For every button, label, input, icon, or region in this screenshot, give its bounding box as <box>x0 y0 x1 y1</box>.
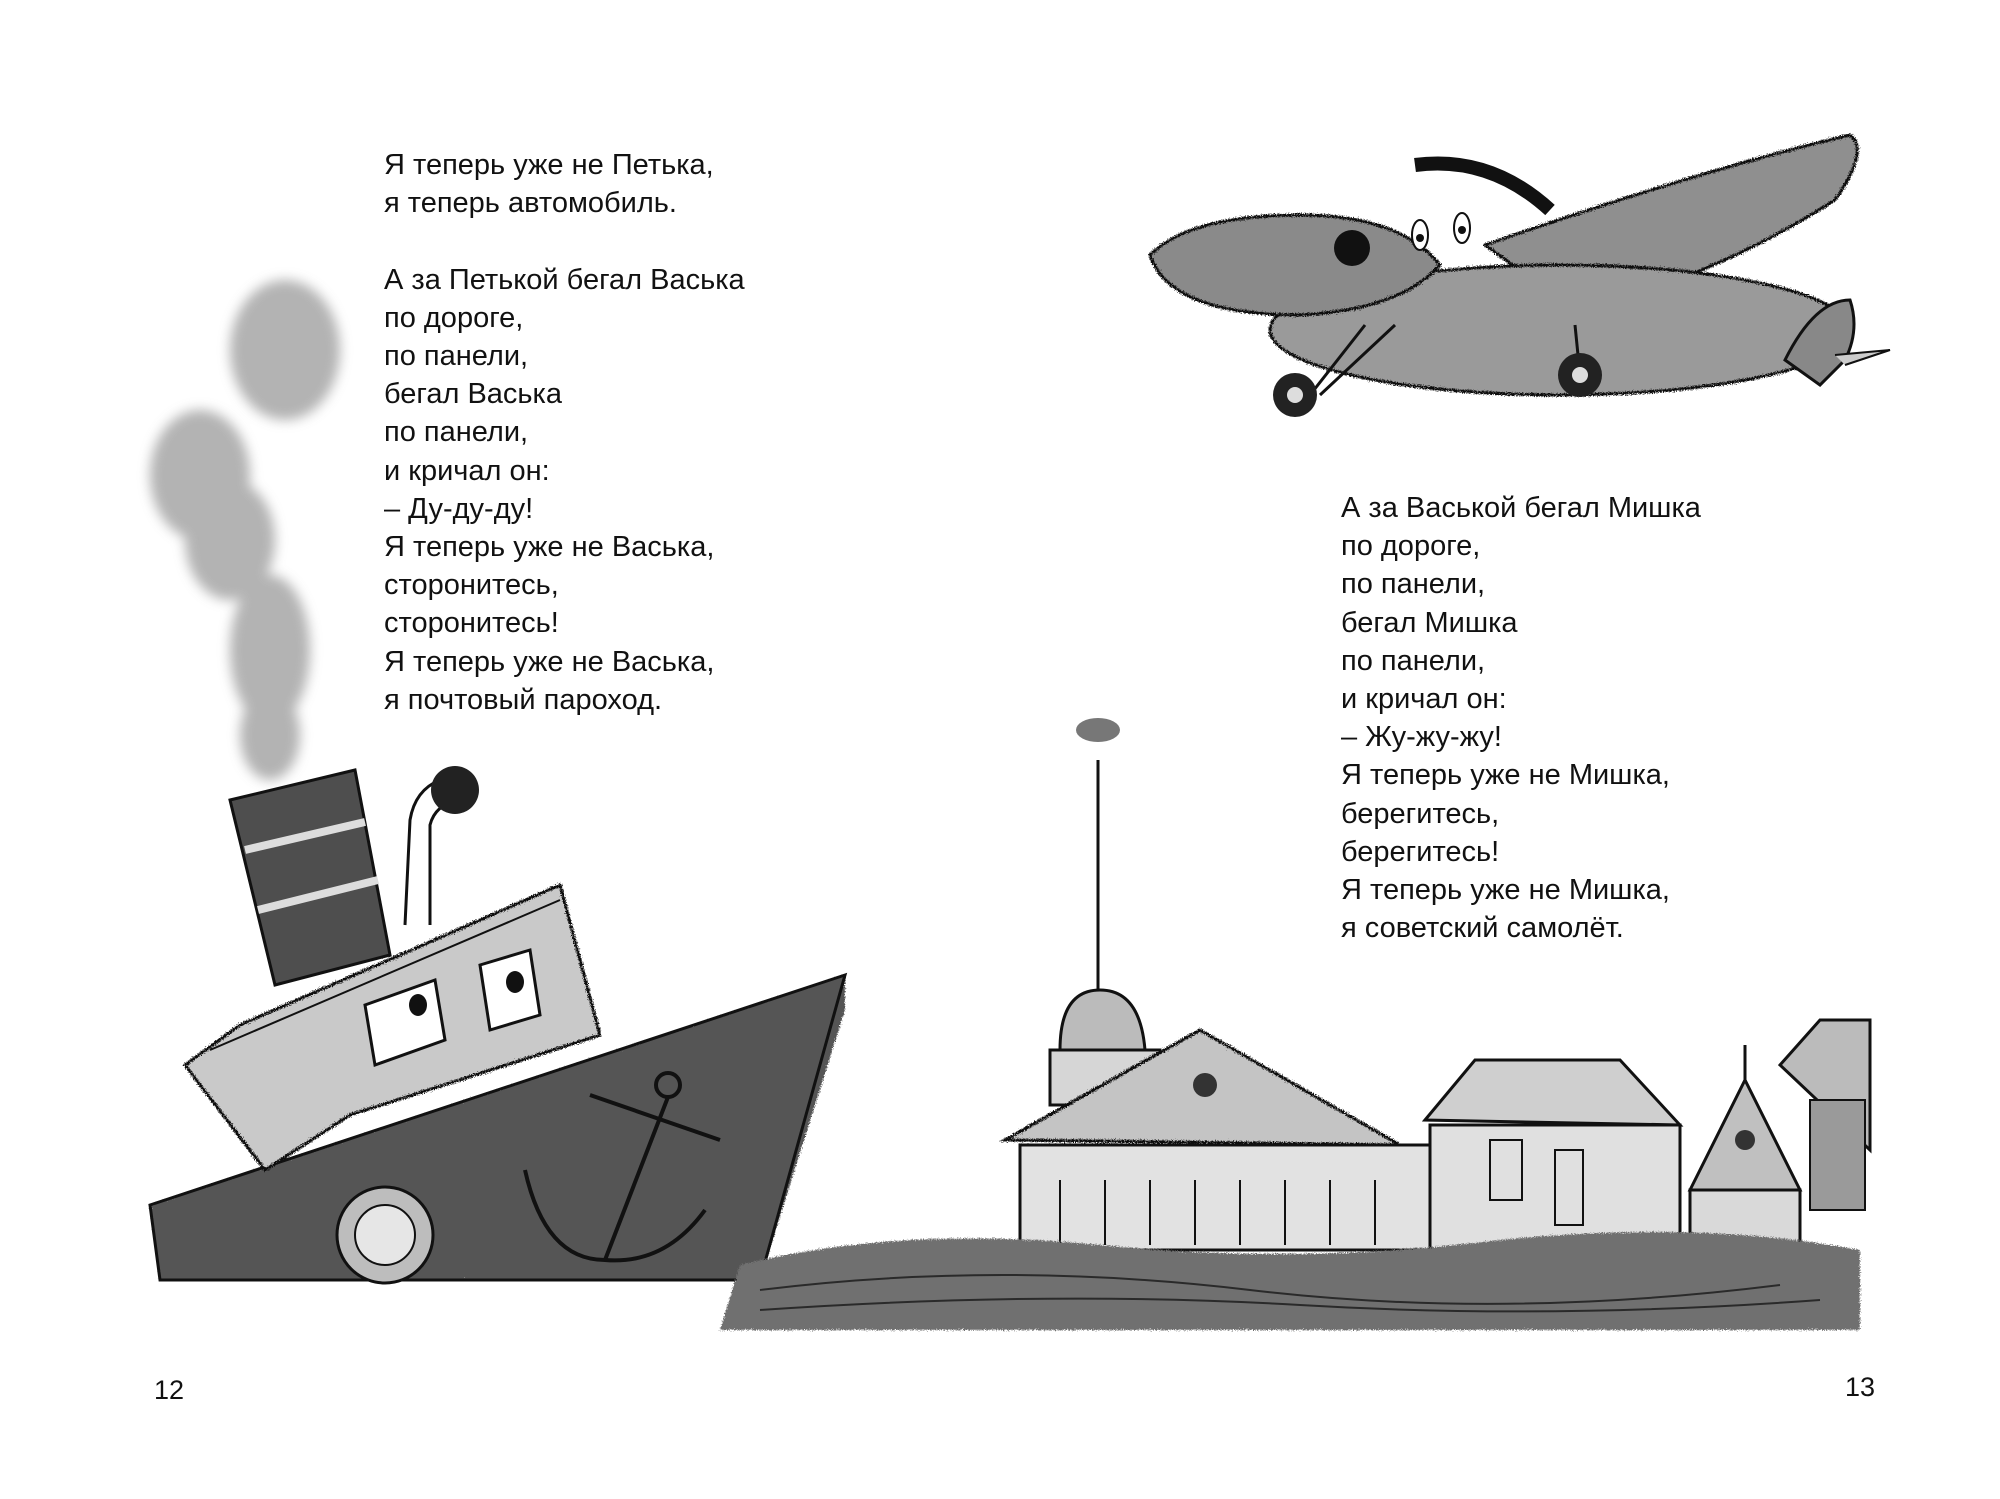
stanza-break <box>384 222 745 260</box>
poem-line: Я теперь уже не Петька, <box>384 149 714 181</box>
poem-line: по панели, <box>384 340 529 372</box>
poem-line: бегал Мишка <box>1341 606 1518 639</box>
poem-line: сторонитесь, <box>384 569 559 602</box>
poem-line: Я теперь уже не Васька, <box>384 645 715 678</box>
poem-line: – Жу-жу-жу! <box>1341 721 1502 754</box>
poem-line: сторонитесь! <box>384 607 559 640</box>
poem-line: бегал Васька <box>384 378 562 411</box>
poem-line: я советский самолёт. <box>1341 912 1624 945</box>
poem-line: А за Петькой бегал Васька <box>384 263 745 296</box>
poem-line: Я теперь уже не Мишка, <box>1341 759 1670 792</box>
right-page <box>1000 0 2000 1499</box>
poem-line: по панели, <box>1341 568 1486 601</box>
poem-line: Я теперь уже не Васька, <box>384 531 715 564</box>
page-number-right: 13 <box>1845 1372 1876 1402</box>
poem-line: по дороге, <box>384 301 524 334</box>
page-number-left: 12 <box>154 1375 185 1405</box>
poem-line: – Ду-ду-ду! <box>384 492 534 525</box>
poem-line: берегитесь, <box>1341 797 1500 830</box>
poem-line: по панели, <box>1341 644 1486 677</box>
poem-line: я теперь автомобиль. <box>384 187 677 220</box>
poem-line: по дороге, <box>1341 530 1481 563</box>
poem-line: по панели, <box>384 416 529 449</box>
poem-line: и кричал он: <box>1341 683 1507 716</box>
poem-line: А за Васькой бегал Мишка <box>1341 492 1701 524</box>
poem-line: Я теперь уже не Мишка, <box>1341 874 1670 907</box>
left-poem-stanza <box>384 146 745 719</box>
poem-line: берегитесь! <box>1341 835 1500 868</box>
right-poem-stanza <box>1341 489 1701 947</box>
poem-line: и кричал он: <box>384 454 550 487</box>
poem-line: я почтовый пароход. <box>384 683 663 716</box>
